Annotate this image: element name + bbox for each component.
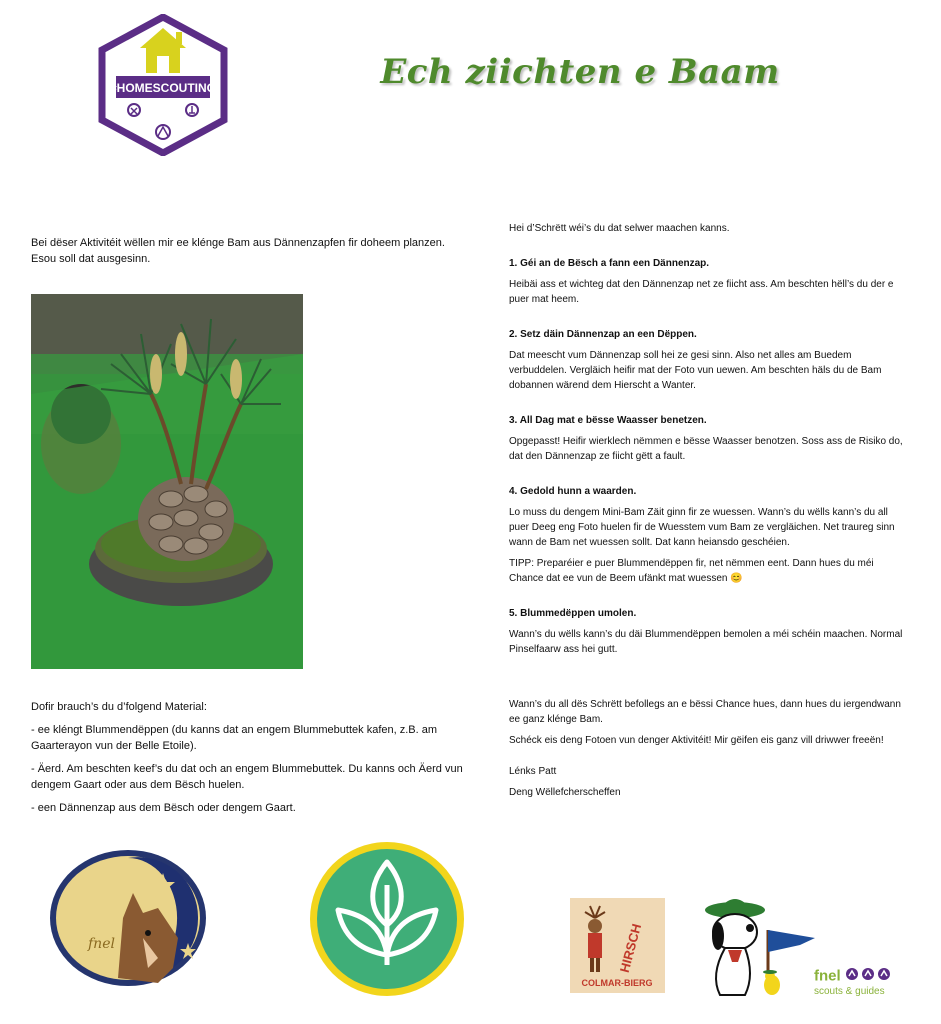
step-1-title: 1. Géi an de Bësch a fann een Dännenzap.	[509, 258, 710, 269]
step-2-title: 2. Setz däin Dännenzap an een Dëppen.	[509, 329, 697, 340]
materials-item: - ee kléngt Blummendëppen (du kanns dat an engem Blummebuttek kafen, z.B. am Gaarterayon vun der Belle Etoile).	[31, 724, 438, 752]
closing-paragraph-2: Schéck eis deng Fotoen vun denger Aktivitéit! Mir gëifen eis ganz vill driwwer freeën!	[509, 735, 884, 746]
step-3-title: 3. All Dag mat e bësse Waasser benetzen.	[509, 415, 707, 426]
step-4-text: Lo muss du dengem Mini-Bam Zäit ginn fir ze wuessen. Wann’s du wëlls kann’s du all puer Deeg eng Foto huelen fir de Wuesstem vum Bam ze vergläichen. Net traureg sinn wann de Bam net wuessen sollt. Dat kann heiansdo geschéien.	[509, 507, 895, 548]
pine-cone-bonsai-photo	[31, 294, 303, 669]
closing-paragraph-1: Wann’s du all dës Schrëtt befollegs an e bëssi Chance hues, dann hues du iergendwann ee ganz klénge Bam.	[509, 699, 901, 725]
step-4-tip: TIPP: Preparéier e puer Blummendëppen fir, net nëmmen eent. Dann hues du méi Chance dat ee vun de Beem ufänkt mat wuessen 😊	[509, 558, 874, 584]
hirsch-colmar-bierg-logo	[570, 898, 665, 993]
homescouting-badge	[96, 14, 230, 156]
page-title: Ech ziichten e Baam	[380, 52, 780, 92]
step-1-text: Heibäi ass et wichteg dat den Dännenzap net ze fiicht ass. Am beschten hëll’s du der e puer mat heem.	[509, 279, 894, 305]
hirsch-sub: COLMAR-BIERG	[581, 978, 653, 988]
step-4-title: 4. Gedold hunn a waarden.	[509, 486, 637, 497]
materials-item: - een Dännenzap aus dem Bësch oder dengem Gaart.	[31, 802, 296, 814]
steps-intro: Hei d’Schrëtt wéi’s du dat selwer maachen kanns.	[509, 223, 730, 234]
fnel-round-text: fnel	[88, 936, 115, 952]
materials-item: - Äerd. Am beschten keef’s du dat och an engem Blummebuttek. Du kanns och Äerd vun dengem Gaart oder aus dem Bësch huelen.	[31, 763, 463, 791]
step-3-text: Opgepasst! Heifir wierklech nëmmen e bësse Waasser benotzen. Soss ass de Risiko do, dat den Dännenzap ze fiicht gëtt a fault.	[509, 436, 903, 462]
hirsch-text: HIRSCH	[616, 922, 645, 975]
fnel-scouts-guides-logo	[814, 967, 914, 997]
intro-line-1: Bei dëser Aktivitéit wëllen mir ee kléngе Bam aus Dännenzapfen fir doheem planzen.	[31, 237, 445, 249]
fnel-word: fnel	[814, 967, 841, 985]
intro-line-2: Esou soll dat ausgesinn.	[31, 253, 151, 265]
leaf-logo	[308, 840, 466, 998]
step-5-text: Wann’s du wëlls kann’s du däi Blummendëppen bemolen a méi schéin maachen. Normal Pinselfaarw ass hei gutt.	[509, 629, 903, 655]
materials-heading: Dofir brauch’s du d’folgend Material:	[31, 701, 207, 713]
closing-greeting: Lénks Patt	[509, 766, 557, 777]
instructions-column	[509, 221, 909, 800]
step-2-text: Dat meescht vum Dännenzap soll hei ze gesi sinn. Also net alles am Buedem verbuddelen. Vergläich heifir mat der Foto vun uewen. Am beschten häls du de Bam dobannen wärend dem Hierscht a Wanter.	[509, 350, 882, 391]
step-5-title: 5. Blummedëppen umolen.	[509, 608, 637, 619]
snoopy-scout-illustration	[690, 890, 825, 1008]
materials-section	[31, 699, 476, 823]
fnel-wolf-logo	[48, 848, 208, 988]
intro-text	[31, 235, 476, 267]
badge-text: #HOMESCOUTING	[109, 81, 217, 95]
fnel-scout-icons	[845, 967, 893, 986]
closing-signature: Deng Wëllefcherscheffen	[509, 787, 621, 798]
fnel-sub: scouts & guides	[814, 986, 885, 997]
